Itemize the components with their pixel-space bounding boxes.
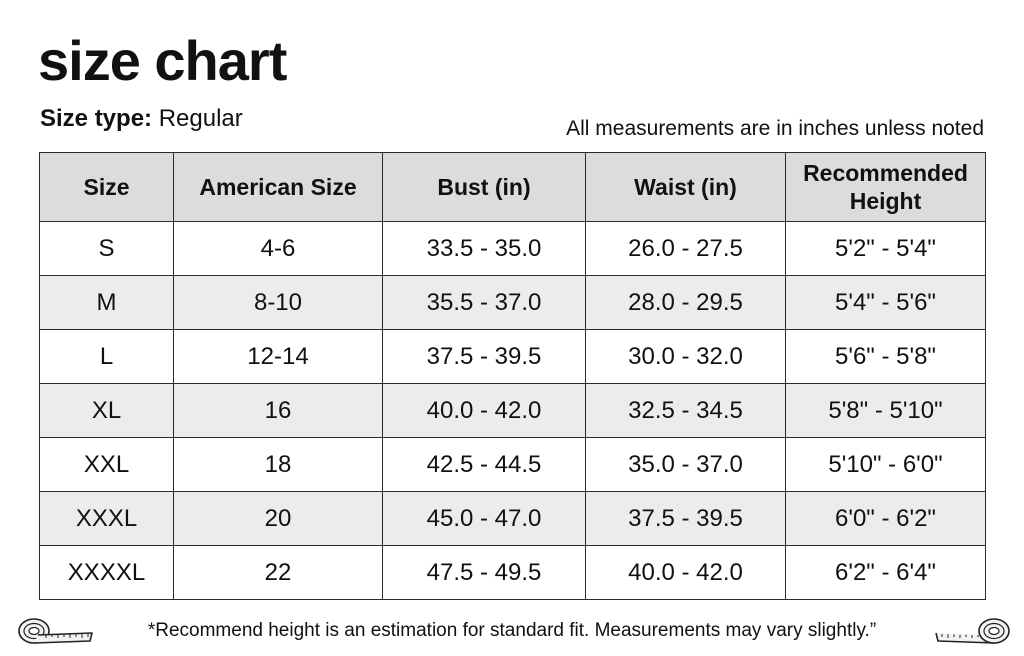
table-row xyxy=(40,438,986,492)
cell-height: 5'4" - 5'6" xyxy=(786,276,986,330)
table-header-row xyxy=(40,153,986,222)
cell-waist: 37.5 - 39.5 xyxy=(586,492,786,546)
header-waist: Waist (in) xyxy=(586,153,786,222)
cell-bust: 45.0 - 47.0 xyxy=(383,492,586,546)
cell-size: S xyxy=(40,222,174,276)
header-bust: Bust (in) xyxy=(383,153,586,222)
cell-bust: 42.5 - 44.5 xyxy=(383,438,586,492)
cell-height: 5'10" - 6'0" xyxy=(786,438,986,492)
size-type xyxy=(40,104,243,134)
cell-height: 6'0" - 6'2" xyxy=(786,492,986,546)
cell-waist: 28.0 - 29.5 xyxy=(586,276,786,330)
cell-american-size: 18 xyxy=(174,438,383,492)
header-american-size: American Size xyxy=(174,153,383,222)
cell-american-size: 12-14 xyxy=(174,330,383,384)
cell-size: L xyxy=(40,330,174,384)
cell-size: XXXL xyxy=(40,492,174,546)
cell-height: 6'2" - 6'4" xyxy=(786,546,986,600)
tape-measure-icon xyxy=(930,614,1012,648)
header-recommended-height-label: Recommended Height xyxy=(803,160,968,214)
footnote: *Recommend height is an estimation for standard fit. Measurements may vary slightly.” xyxy=(147,620,877,641)
footer xyxy=(0,614,1024,648)
cell-bust: 33.5 - 35.0 xyxy=(383,222,586,276)
table-row xyxy=(40,492,986,546)
header-size: Size xyxy=(40,153,174,222)
cell-bust: 47.5 - 49.5 xyxy=(383,546,586,600)
cell-waist: 26.0 - 27.5 xyxy=(586,222,786,276)
cell-height: 5'8" - 5'10" xyxy=(786,384,986,438)
table-row xyxy=(40,222,986,276)
size-type-value: Regular xyxy=(158,105,243,132)
page-title: size chart xyxy=(38,29,287,92)
cell-american-size: 4-6 xyxy=(174,222,383,276)
size-table xyxy=(39,152,986,600)
cell-bust: 37.5 - 39.5 xyxy=(383,330,586,384)
table-row xyxy=(40,330,986,384)
cell-waist: 32.5 - 34.5 xyxy=(586,384,786,438)
cell-waist: 35.0 - 37.0 xyxy=(586,438,786,492)
table-row xyxy=(40,276,986,330)
cell-height: 5'2" - 5'4" xyxy=(786,222,986,276)
table-row xyxy=(40,546,986,600)
cell-bust: 35.5 - 37.0 xyxy=(383,276,586,330)
cell-size: XXXXL xyxy=(40,546,174,600)
table-row xyxy=(40,384,986,438)
cell-size: M xyxy=(40,276,174,330)
header-recommended-height xyxy=(786,153,986,222)
cell-size: XL xyxy=(40,384,174,438)
cell-american-size: 22 xyxy=(174,546,383,600)
cell-height: 5'6" - 5'8" xyxy=(786,330,986,384)
cell-american-size: 8-10 xyxy=(174,276,383,330)
cell-bust: 40.0 - 42.0 xyxy=(383,384,586,438)
cell-american-size: 16 xyxy=(174,384,383,438)
cell-american-size: 20 xyxy=(174,492,383,546)
cell-waist: 40.0 - 42.0 xyxy=(586,546,786,600)
cell-size: XXL xyxy=(40,438,174,492)
cell-waist: 30.0 - 32.0 xyxy=(586,330,786,384)
measurement-note: All measurements are in inches unless noted xyxy=(566,117,984,140)
size-type-label: Size type: xyxy=(40,105,153,132)
